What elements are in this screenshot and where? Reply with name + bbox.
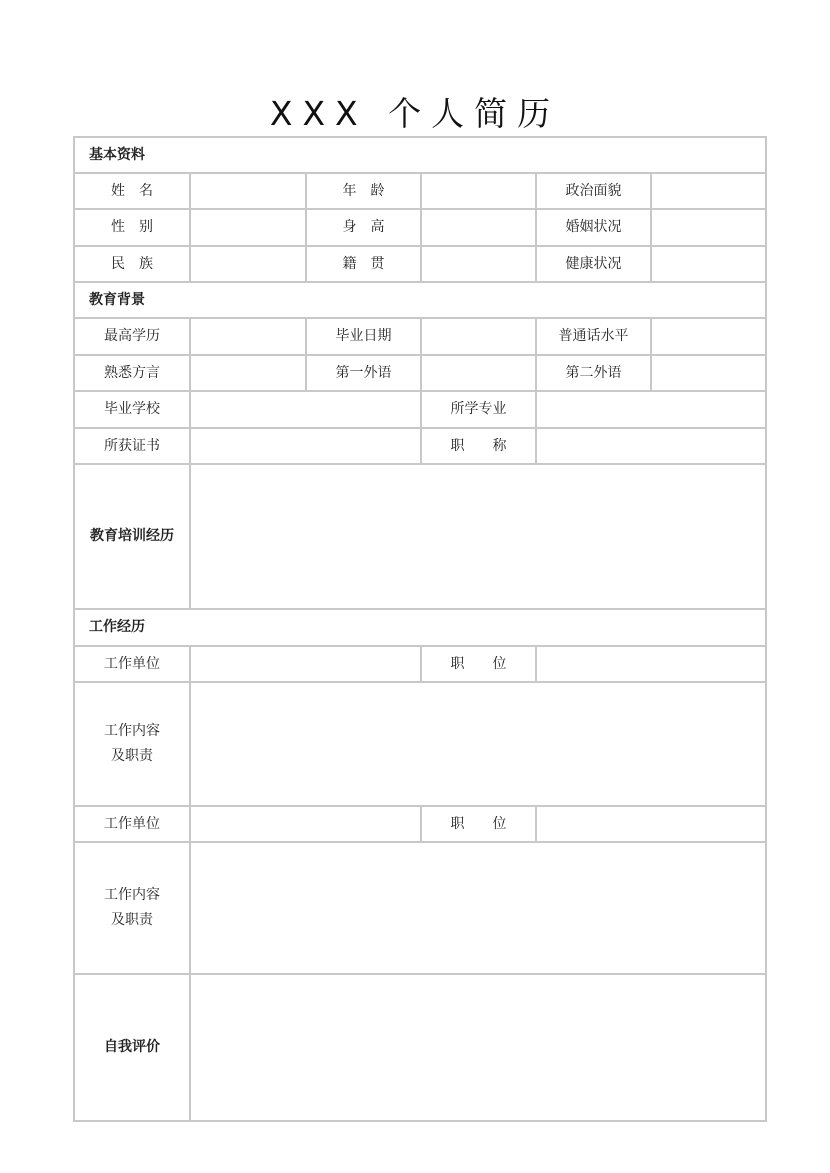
label-ethnicity: 民 族 bbox=[74, 246, 190, 282]
label-gender: 性 别 bbox=[74, 209, 190, 246]
self-evaluation-field[interactable] bbox=[190, 974, 766, 1121]
position-field[interactable] bbox=[536, 806, 766, 842]
label-native-place: 籍 贯 bbox=[306, 246, 421, 282]
label-marital-status: 婚姻状况 bbox=[536, 209, 651, 246]
job-title-field[interactable] bbox=[536, 428, 766, 464]
label-height: 身 高 bbox=[306, 209, 421, 246]
major-field[interactable] bbox=[536, 391, 766, 428]
mandarin-level-field[interactable] bbox=[651, 318, 766, 355]
work-unit-field[interactable] bbox=[190, 646, 421, 682]
marital-status-field[interactable] bbox=[651, 209, 766, 246]
label-position: 职 位 bbox=[421, 806, 536, 842]
label-age: 年 龄 bbox=[306, 173, 421, 209]
work-unit-field[interactable] bbox=[190, 806, 421, 842]
label-major: 所学专业 bbox=[421, 391, 536, 428]
political-status-field[interactable] bbox=[651, 173, 766, 209]
name-field[interactable] bbox=[190, 173, 306, 209]
label-position: 职 位 bbox=[421, 646, 536, 682]
page-title: XXX 个人简历 bbox=[269, 94, 561, 134]
section-education: 教育背景 bbox=[74, 282, 766, 318]
work-content-field[interactable] bbox=[190, 842, 766, 974]
health-field[interactable] bbox=[651, 246, 766, 282]
work-content-line2: 及职责 bbox=[111, 912, 153, 928]
label-political-status: 政治面貌 bbox=[536, 173, 651, 209]
label-name: 姓 名 bbox=[74, 173, 190, 209]
gender-field[interactable] bbox=[190, 209, 306, 246]
label-certificates: 所获证书 bbox=[74, 428, 190, 464]
label-highest-degree: 最高学历 bbox=[74, 318, 190, 355]
label-job-title: 职 称 bbox=[421, 428, 536, 464]
label-work-unit: 工作单位 bbox=[74, 806, 190, 842]
label-work-content bbox=[74, 842, 190, 974]
label-first-language: 第一外语 bbox=[306, 355, 421, 391]
label-school: 毕业学校 bbox=[74, 391, 190, 428]
label-graduation-date: 毕业日期 bbox=[306, 318, 421, 355]
first-language-field[interactable] bbox=[421, 355, 536, 391]
label-dialect: 熟悉方言 bbox=[74, 355, 190, 391]
dialect-field[interactable] bbox=[190, 355, 306, 391]
label-training: 教育培训经历 bbox=[74, 464, 190, 609]
training-field[interactable] bbox=[190, 464, 766, 609]
work-content-line1: 工作内容 bbox=[104, 887, 160, 903]
age-field[interactable] bbox=[421, 173, 536, 209]
school-field[interactable] bbox=[190, 391, 421, 428]
label-work-unit: 工作单位 bbox=[74, 646, 190, 682]
height-field[interactable] bbox=[421, 209, 536, 246]
resume-table bbox=[73, 136, 767, 1122]
highest-degree-field[interactable] bbox=[190, 318, 306, 355]
position-field[interactable] bbox=[536, 646, 766, 682]
label-work-content bbox=[74, 682, 190, 806]
label-mandarin-level: 普通话水平 bbox=[536, 318, 651, 355]
certificates-field[interactable] bbox=[190, 428, 421, 464]
work-content-field[interactable] bbox=[190, 682, 766, 806]
label-health: 健康状况 bbox=[536, 246, 651, 282]
native-place-field[interactable] bbox=[421, 246, 536, 282]
work-content-line2: 及职责 bbox=[111, 748, 153, 764]
ethnicity-field[interactable] bbox=[190, 246, 306, 282]
second-language-field[interactable] bbox=[651, 355, 766, 391]
work-content-line1: 工作内容 bbox=[104, 723, 160, 739]
label-self-evaluation: 自我评价 bbox=[74, 974, 190, 1121]
section-basic-info: 基本资料 bbox=[74, 137, 766, 173]
section-work: 工作经历 bbox=[74, 609, 766, 646]
label-second-language: 第二外语 bbox=[536, 355, 651, 391]
graduation-date-field[interactable] bbox=[421, 318, 536, 355]
